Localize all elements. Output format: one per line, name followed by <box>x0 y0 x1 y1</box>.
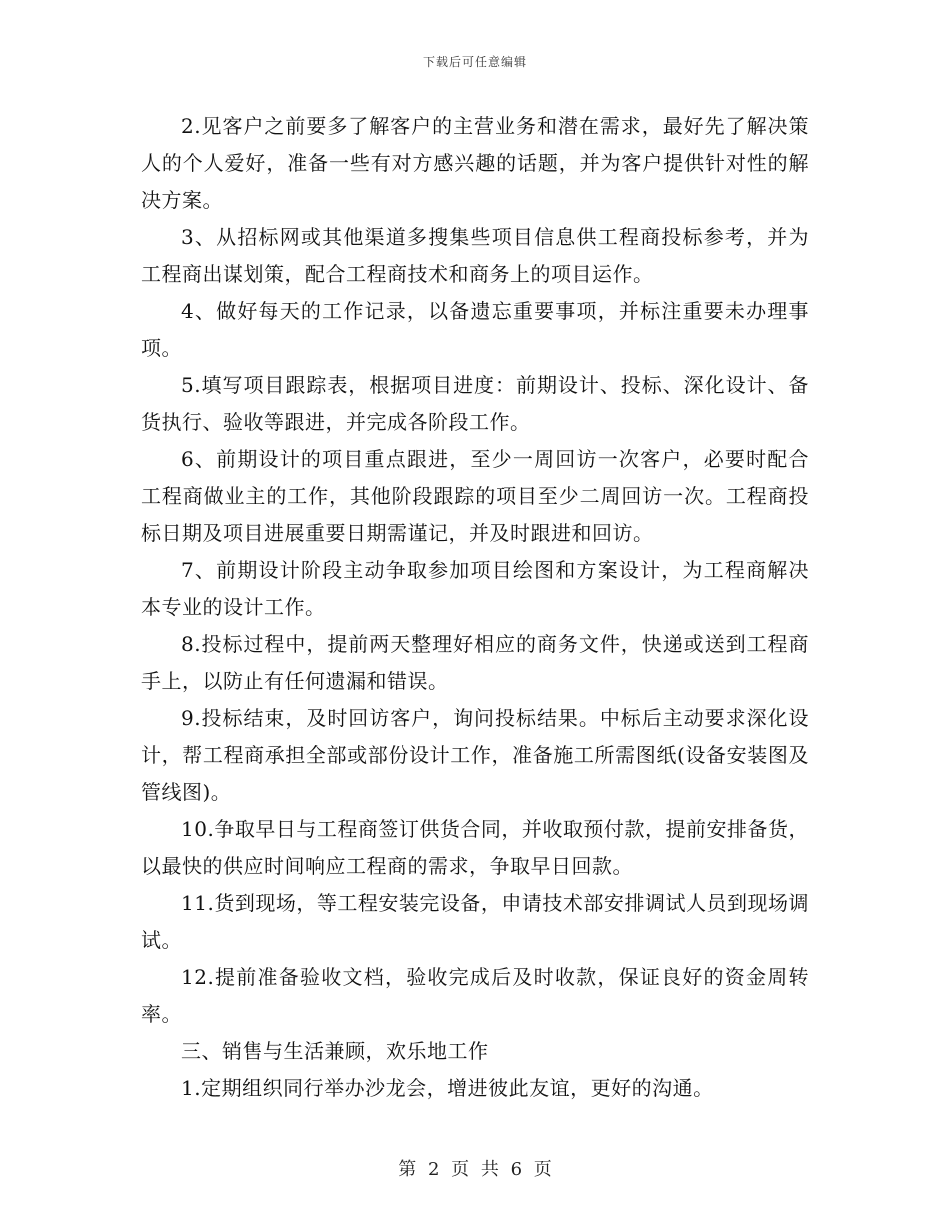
document-body <box>141 108 809 1107</box>
paragraph-8: 8.投标过程中，提前两天整理好相应的商务文件，快递或送到工程商手上，以防止有任何遗漏和错误。 <box>141 632 809 693</box>
paragraph-7: 7、前期设计阶段主动争取参加项目绘图和方案设计，为工程商解决本专业的设计工作。 <box>141 558 809 619</box>
paragraph-11: 11.货到现场，等工程安装完设备，申请技术部安排调试人员到现场调试。 <box>141 891 809 952</box>
section-heading: 三、销售与生活兼顾，欢乐地工作 <box>181 1039 489 1063</box>
page-header: 下载后可任意编辑 <box>422 55 527 69</box>
paragraph-6: 6、前期设计的项目重点跟进，至少一周回访一次客户，必要时配合工程商做业主的工作，其他阶段跟踪的项目至少二周回访一次。工程商投标日期及项目进展重要日期需谨记，并及时跟进和回访。 <box>141 447 809 545</box>
paragraph-12: 12.提前准备验收文档，验收完成后及时收款，保证良好的资金周转率。 <box>141 965 809 1026</box>
paragraph-4: 4、做好每天的工作记录，以备遗忘重要事项，并标注重要未办理事项。 <box>141 299 809 360</box>
paragraph-10: 10.争取早日与工程商签订供货合同，并收取预付款，提前安排备货，以最快的供应时间响应工程商的需求，争取早日回款。 <box>141 817 809 878</box>
paragraph-5: 5.填写项目跟踪表，根据项目进度：前期设计、投标、深化设计、备货执行、验收等跟进，并完成各阶段工作。 <box>141 373 809 434</box>
paragraph-9: 9.投标结束，及时回访客户，询问投标结果。中标后主动要求深化设计，帮工程商承担全部或部份设计工作，准备施工所需图纸(设备安装图及管线图)。 <box>141 706 809 804</box>
paragraph-section3-1: 1.定期组织同行举办沙龙会，增进彼此友谊，更好的沟通。 <box>181 1076 714 1100</box>
page-number-footer: 第 2 页 共 6 页 <box>398 1159 552 1180</box>
paragraph-3: 3、从招标网或其他渠道多搜集些项目信息供工程商投标参考，并为工程商出谋划策，配合工程商技术和商务上的项目运作。 <box>141 225 809 286</box>
paragraph-2: 2.见客户之前要多了解客户的主营业务和潜在需求，最好先了解决策人的个人爱好，准备一些有对方感兴趣的话题，并为客户提供针对性的解决方案。 <box>141 114 809 212</box>
